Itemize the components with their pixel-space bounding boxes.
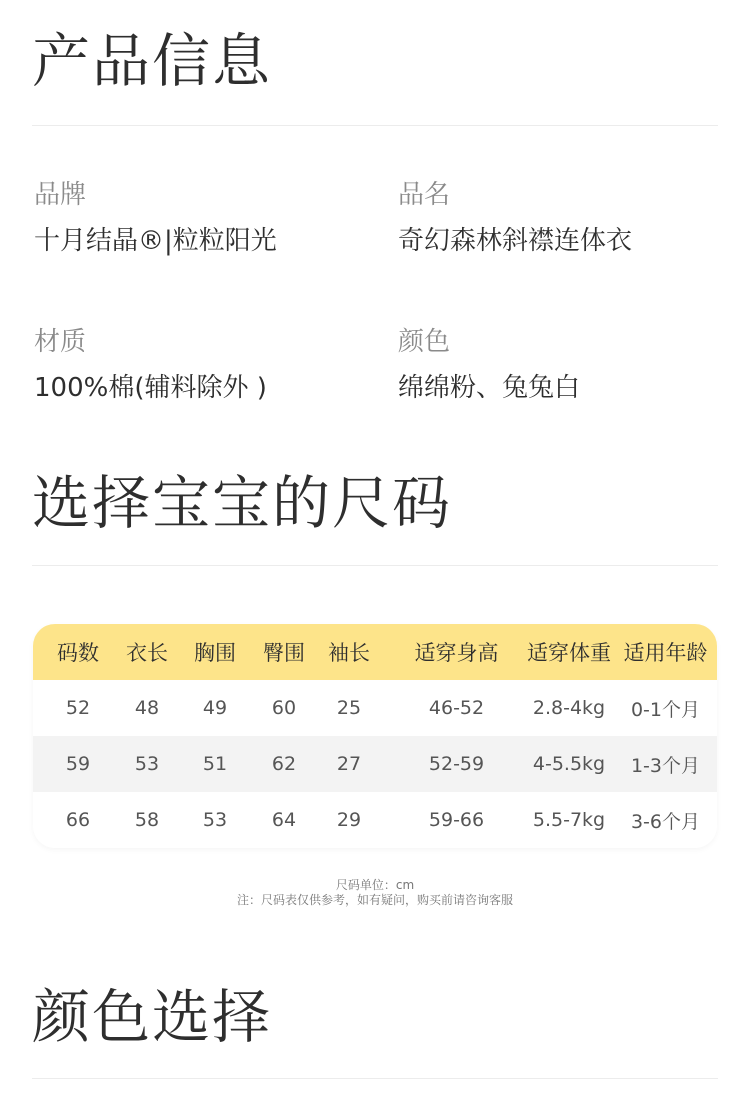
header-cell: 胸围 [194, 641, 236, 665]
color-section-title: 颜色选择 [32, 983, 273, 1051]
table-cell: 59-66 [428, 809, 485, 831]
table-cell: 48 [134, 697, 160, 719]
divider [32, 125, 718, 126]
table-cell: 1-3个月 [630, 754, 701, 777]
table-cell: 25 [336, 697, 362, 719]
color-label: 颜色 [398, 327, 451, 357]
table-cell: 2.8-4kg [532, 697, 606, 719]
table-cell: 59 [65, 753, 91, 775]
table-cell: 64 [271, 809, 297, 831]
material-label: 材质 [34, 327, 87, 357]
size-table [33, 624, 717, 848]
brand-value: 十月结晶®|粒粒阳光 [34, 226, 277, 256]
size-unit-note: 尺码单位：cm [335, 878, 415, 892]
product-info-title: 产品信息 [32, 27, 273, 95]
product-name-value: 奇幻森林斜襟连体衣 [398, 226, 633, 256]
header-cell: 衣长 [126, 641, 168, 665]
table-cell: 3-6个月 [630, 810, 701, 833]
table-cell: 62 [271, 753, 297, 775]
table-cell: 27 [336, 753, 362, 775]
table-cell: 58 [134, 809, 160, 831]
header-cell: 袖长 [328, 641, 370, 665]
table-row [33, 736, 717, 792]
table-cell: 52-59 [428, 753, 485, 775]
size-table-header [33, 624, 717, 680]
divider [32, 1078, 718, 1079]
table-cell: 0-1个月 [630, 698, 701, 721]
header-cell: 臀围 [263, 641, 305, 665]
product-name-label: 品名 [398, 180, 451, 210]
divider [32, 565, 718, 566]
header-cell: 适穿体重 [527, 641, 611, 665]
table-cell: 66 [65, 809, 91, 831]
table-row [33, 792, 717, 848]
table-cell: 52 [65, 697, 91, 719]
table-cell: 60 [271, 697, 297, 719]
color-value: 绵绵粉、兔兔白 [398, 373, 581, 403]
table-cell: 4-5.5kg [532, 753, 606, 775]
table-cell: 51 [202, 753, 228, 775]
table-cell: 29 [336, 809, 362, 831]
material-value: 100%棉(辅料除外 ) [34, 373, 267, 403]
header-cell: 适穿身高 [414, 641, 499, 665]
table-cell: 49 [202, 697, 228, 719]
size-disclaimer: 注：尺码表仅供参考，如有疑问，购买前请咨询客服 [236, 893, 513, 907]
table-cell: 5.5-7kg [532, 809, 606, 831]
header-cell: 适用年龄 [623, 641, 708, 665]
size-section-title: 选择宝宝的尺码 [32, 469, 453, 537]
table-row [33, 680, 717, 736]
table-cell: 53 [202, 809, 228, 831]
table-cell: 46-52 [428, 697, 485, 719]
header-cell: 码数 [57, 641, 99, 665]
table-cell: 53 [134, 753, 160, 775]
brand-label: 品牌 [34, 180, 87, 210]
